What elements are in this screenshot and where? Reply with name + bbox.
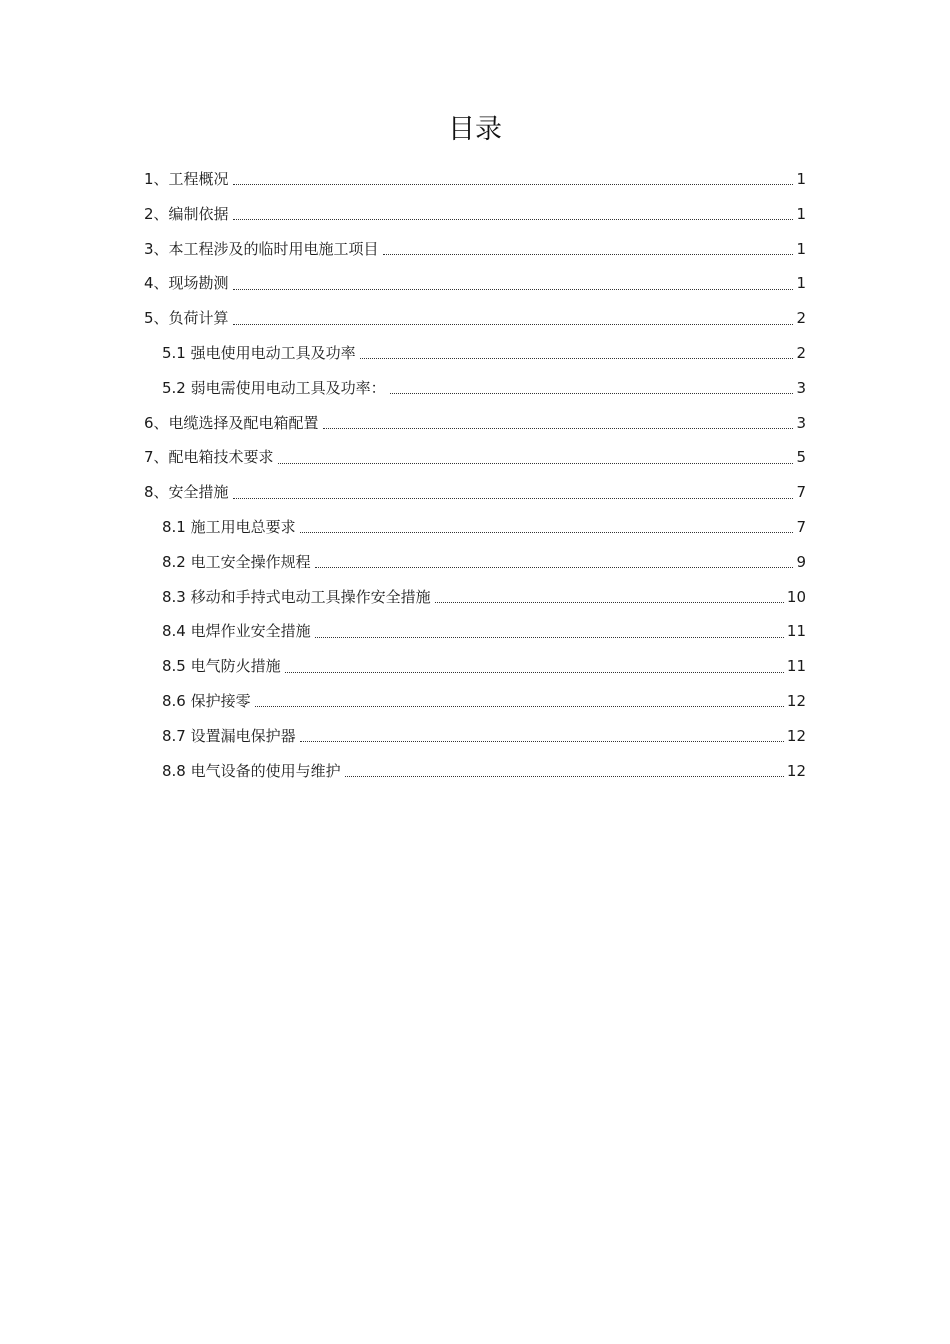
toc-entry-page-number: 12 — [786, 691, 806, 710]
toc-entry[interactable] — [144, 475, 806, 510]
toc-entry[interactable] — [144, 580, 806, 615]
toc-dot-leader — [278, 462, 794, 464]
toc-entry-label: 3、本工程涉及的临时用电施工项目 — [144, 239, 379, 258]
toc-entry-page-number: 1 — [796, 204, 806, 223]
toc-entry-label: 2、编制依据 — [144, 204, 229, 223]
toc-entry-page-number: 7 — [796, 517, 806, 536]
toc-entry[interactable] — [144, 301, 806, 336]
toc-entry-page-number: 2 — [796, 343, 806, 362]
toc-dot-leader — [233, 288, 794, 290]
toc-entry-page-number: 10 — [786, 587, 806, 606]
toc-entry[interactable] — [144, 197, 806, 232]
toc-entry[interactable] — [144, 440, 806, 475]
toc-entry-page-number: 1 — [796, 274, 806, 293]
toc-dot-leader — [435, 601, 784, 603]
toc-entry-label: 5、负荷计算 — [144, 309, 229, 328]
toc-entry-label: 8、安全措施 — [144, 483, 229, 502]
toc-dot-leader — [360, 357, 794, 359]
toc-dot-leader — [233, 497, 794, 499]
toc-entry[interactable] — [144, 232, 806, 267]
toc-entry-label: 5.1 强电使用电动工具及功率 — [162, 343, 356, 362]
toc-entry-label: 5.2 弱电需使用电动工具及功率： — [162, 378, 386, 397]
toc-entry-label: 8.7 设置漏电保护器 — [162, 726, 296, 745]
toc-dot-leader — [383, 253, 794, 255]
toc-entry-page-number: 2 — [796, 309, 806, 328]
toc-entry[interactable] — [144, 545, 806, 580]
toc-dot-leader — [233, 183, 794, 185]
toc-entry-label: 1、工程概况 — [144, 170, 229, 188]
toc-list — [144, 162, 806, 788]
toc-entry-label: 8.6 保护接零 — [162, 691, 251, 710]
toc-entry-page-number: 11 — [786, 622, 806, 641]
toc-title: 目录 — [448, 114, 502, 145]
toc-entry-label: 8.2 电工安全操作规程 — [162, 552, 311, 571]
toc-entry-label: 8.5 电气防火措施 — [162, 657, 281, 676]
toc-entry-label: 4、现场勘测 — [144, 274, 229, 293]
toc-dot-leader — [233, 323, 794, 325]
toc-entry[interactable] — [144, 719, 806, 754]
toc-dot-leader — [390, 392, 794, 394]
toc-dot-leader — [315, 636, 784, 638]
toc-entry[interactable] — [144, 371, 806, 406]
toc-entry[interactable] — [144, 649, 806, 684]
toc-entry-page-number: 1 — [796, 170, 806, 188]
toc-entry-page-number: 3 — [796, 413, 806, 432]
toc-entry-page-number: 12 — [786, 761, 806, 780]
toc-entry-label: 8.8 电气设备的使用与维护 — [162, 761, 341, 780]
toc-entry[interactable] — [144, 614, 806, 649]
toc-entry-label: 8.3 移动和手持式电动工具操作安全措施 — [162, 587, 431, 606]
toc-entry-label: 7、配电箱技术要求 — [144, 448, 274, 467]
toc-entry-page-number: 1 — [796, 239, 806, 258]
toc-entry-page-number: 12 — [786, 726, 806, 745]
toc-dot-leader — [300, 740, 784, 742]
toc-entry[interactable] — [144, 754, 806, 789]
toc-entry[interactable] — [144, 684, 806, 719]
toc-entry[interactable] — [144, 510, 806, 545]
toc-entry-page-number: 9 — [796, 552, 806, 571]
toc-entry-label: 6、电缆选择及配电箱配置 — [144, 413, 319, 432]
toc-entry[interactable] — [144, 406, 806, 441]
toc-dot-leader — [315, 566, 794, 568]
toc-dot-leader — [285, 671, 784, 673]
toc-entry[interactable] — [144, 336, 806, 371]
toc-dot-leader — [300, 531, 794, 533]
toc-dot-leader — [233, 218, 794, 220]
toc-dot-leader — [323, 427, 794, 429]
toc-entry-label: 8.4 电焊作业安全措施 — [162, 622, 311, 641]
toc-entry[interactable] — [144, 266, 806, 301]
toc-entry-page-number: 11 — [786, 657, 806, 676]
toc-entry[interactable] — [144, 162, 806, 197]
toc-dot-leader — [345, 775, 784, 777]
toc-entry-page-number: 5 — [796, 448, 806, 467]
toc-entry-page-number: 3 — [796, 378, 806, 397]
toc-entry-page-number: 7 — [796, 483, 806, 502]
toc-dot-leader — [255, 705, 784, 707]
toc-entry-label: 8.1 施工用电总要求 — [162, 517, 296, 536]
